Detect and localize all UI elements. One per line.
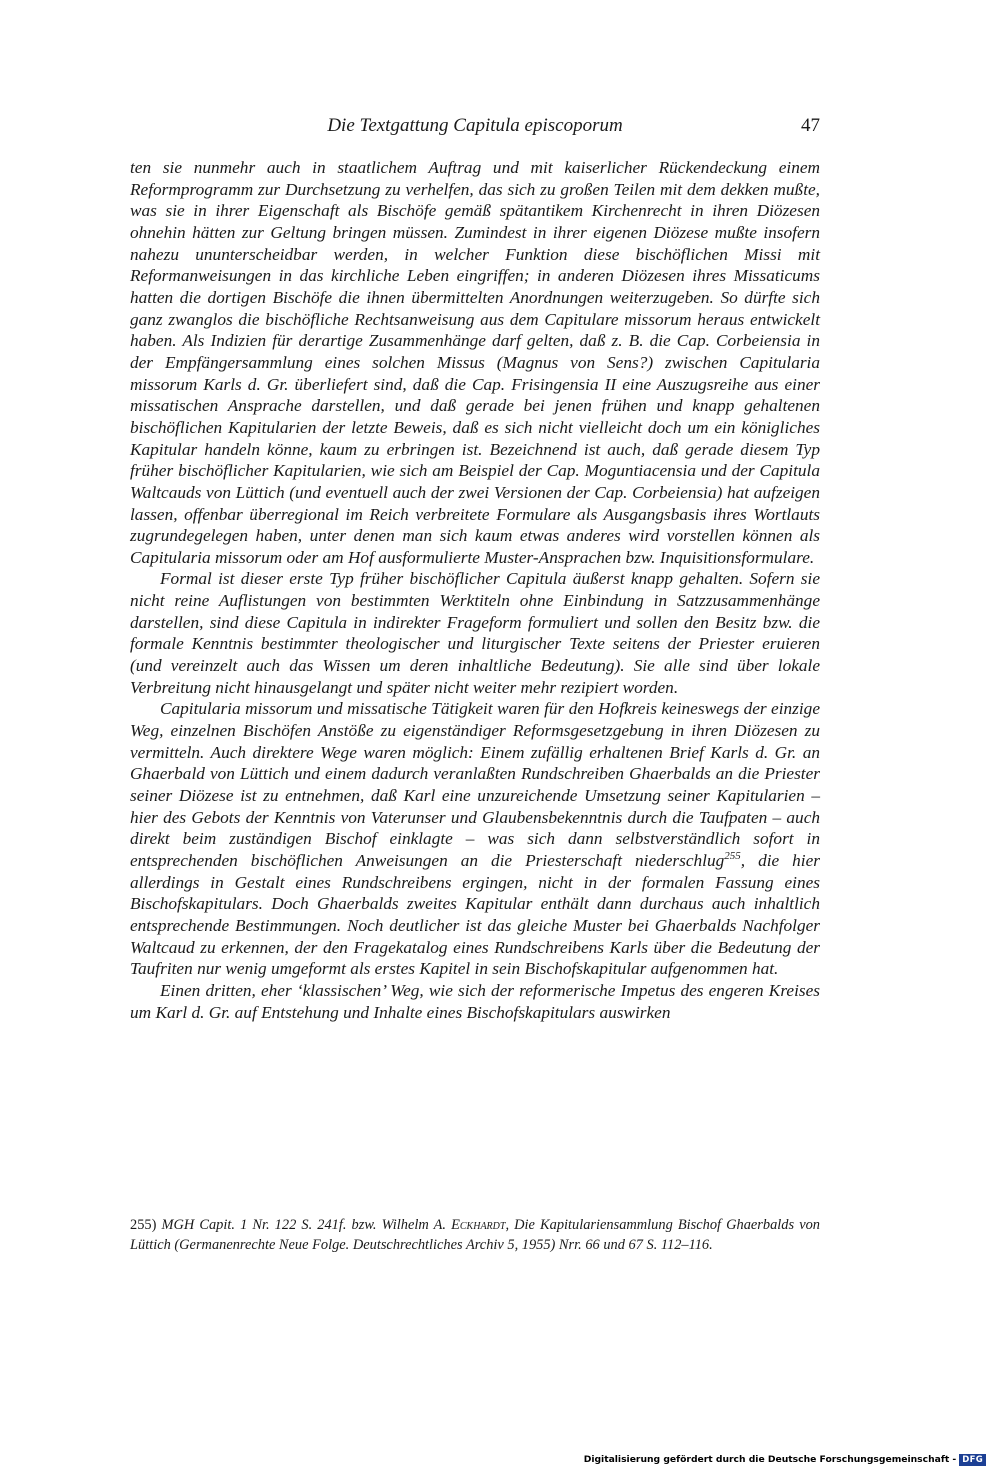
footnote-text-a: MGH Capit. 1 Nr. 122 S. 241f. bzw. Wilhelm A.	[161, 1217, 446, 1233]
paragraph-3-text-a: Capitularia missorum und missatische Tätigkeit waren für den Hofkreis keineswegs der einzige Weg, einzelnen Bischöfen Anstöße zu eigenständiger Reformsgesetzgebung in ihren Diözesen zu vermitteln. Auch direktere Wege waren möglich: Einem zufällig erhaltenen Brief Karls d. Gr. an Ghaerbald von Lüttich und einem dadurch veranlaßten Rundschreiben Ghaerbalds an die Priester seiner Diözese ist zu entnehmen, daß Karl eine unzureichende Umsetzung seiner Kapitularien – hier des Gebots der Kenntnis von Vaterunser und Glaubensbekenntnis durch die Taufpaten – auch direkt beim zuständigen Bischof einklagte – was sich dann selbstverständlich sofort in entsprechenden bischöflichen Anweisungen an die Priesterschaft niederschlug	[130, 699, 820, 870]
body-text	[130, 157, 820, 1023]
digitization-banner	[584, 1453, 986, 1467]
footnote-255	[130, 1216, 820, 1255]
footnote-text-b: , Die Kapitulariensammlung Bischof Ghaerbalds von Lüttich (Germanenrechte Neue Folge. Deutschrechtliches Archiv 5, 1955) Nrr. 66 und 67 S. 112–116.	[130, 1217, 820, 1253]
paragraph-4: Einen dritten, eher ‘klassischen’ Weg, wie sich der reformerische Impetus des engeren Kreises um Karl d. Gr. auf Entstehung und Inhalte eines Bischofskapitulars auswirken	[130, 980, 820, 1022]
dfg-logo-icon: DFG	[959, 1454, 986, 1466]
paragraph-3-text-b: , die hier allerdings in Gestalt eines Rundschreibens ergingen, nicht in der formalen Fassung eines Bischofskapitulars. Doch Ghaerbalds zweites Kapitular enthält dann durchaus auch inhaltlich entsprechende Bestimmungen. Noch deutlicher ist das gleiche Muster bei Ghaerbalds Nachfolger Waltcaud zu erkennen, der den Fragekatalog eines Rundschreibens Karls über die Bedeutung der Taufriten nur wenig umgeformt als erstes Kapitel in sein Bischofskapitular aufgenommen hat.	[130, 851, 820, 979]
paragraph-3	[130, 698, 820, 980]
footnote-number: 255)	[130, 1217, 157, 1233]
paragraph-2: Formal ist dieser erste Typ früher bischöflicher Capitula äußerst knapp gehalten. Sofern sie nicht reine Auflistungen von bestimmten Werktiteln ohne Einbindung in Satzzusammenhänge darstellen, sind diese Capitula in indirekter Frageform formuliert und sollen den Besitz bzw. die formale Kenntnis bestimmter theologischer und liturgischer Texte seitens der Priester eruieren (und vereinzelt auch das Wissen um deren inhaltliche Bedeutung). Sie alle sind über lokale Verbreitung nicht hinausgelangt und später nicht weiter mehr rezipiert worden.	[130, 569, 820, 697]
paragraph-1: ten sie nunmehr auch in staatlichem Auftrag und mit kaiserlicher Rückendeckung einem Reformprogramm zur Durchsetzung zu verhelfen, das sich zu großen Teilen mit dem dekken mußte, was sie in ihrer Eigenschaft als Bischöfe gemäß spätantikem Kirchenrecht in ihren Diözesen ohnehin hätten zur Geltung bringen müssen. Zumindest in ihrer eigenen Diözese mußte insofern nahezu ununterscheidbar werden, in welcher Funktion diese bischöflichen Missi mit Reformanweisungen in das kirchliche Leben eingriffen; in anderen Diözesen ihres Missaticums hatten die dortigen Bischöfe die ihnen übermittelten Anordnungen weiterzugeben. So dürfte sich ganz zwanglos die bischöfliche Rechtsanweisung aus dem Capitulare missorum heraus entwickelt haben. Als Indizien für derartige Zusammenhänge darf gelten, daß z. B. die Cap. Corbeiensia in der Empfängersammlung eines solchen Missus (Magnus von Sens?) zwischen Capitularia missorum Karls d. Gr. überliefert sind, daß die Cap. Frisingensia II eine Auszugsreihe aus einer missatischen Ansprache darstellen, und daß gerade bei jenen frühen und knapp gehaltenen bischöflichen Kapitularien der letzte Beweis, daß es sich nicht vielleicht doch um ein königliches Kapitular handeln könne, kaum zu erbringen ist. Bezeichnend ist auch, daß gerade diesem Typ früher bischöflicher Kapitularien, wie sich am Beispiel der Cap. Moguntiacensia und der Capitula Waltcauds von Lüttich (und eventuell auch der zwei Versionen der Cap. Corbeiensia) hat aufzeigen lassen, offenbar überregional im Reich verbreitete Formulare als Ausgangsbasis ihres Wortlauts zugrundegelegen haben, unter denen man sich kaum etwas anderes wird vorstellen können als Capitularia missorum oder am Hof ausformulierte Muster-Ansprachen bzw. Inquisitionsformulare.	[130, 158, 820, 567]
footnote-reference-255[interactable]: 255	[724, 850, 741, 863]
page-number: 47	[801, 115, 820, 136]
digitization-notice: Digitalisierung gefördert durch die Deutsche Forschungsgemeinschaft -	[583, 1454, 957, 1465]
footnote-author: Eckhardt	[451, 1217, 506, 1233]
running-header	[130, 115, 820, 141]
running-title: Die Textgattung Capitula episcoporum	[327, 115, 623, 136]
